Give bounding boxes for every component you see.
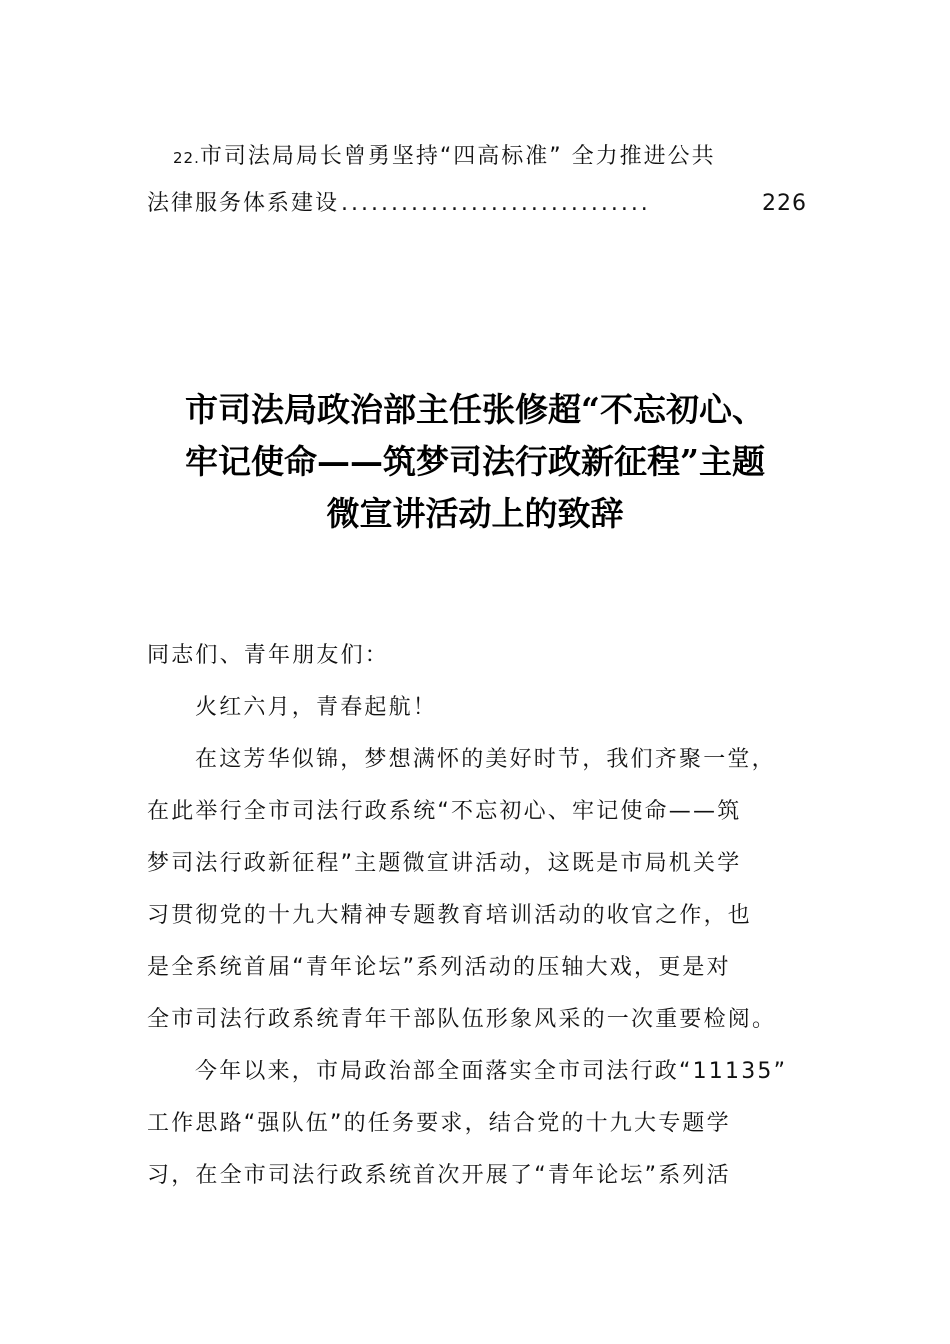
toc-entry-line2 bbox=[147, 181, 807, 227]
toc-entry-number: 22. bbox=[173, 149, 200, 167]
paragraph-line: 火红六月，青春起航！ bbox=[195, 695, 438, 720]
article-title bbox=[120, 384, 830, 540]
article-title-line2: 牢记使命——筑梦司法行政新征程”主题 bbox=[185, 442, 765, 481]
paragraph-line: 在这芳华似锦，梦想满怀的美好时节，我们齐聚一堂， bbox=[195, 747, 776, 772]
paragraph-line: 梦司法行政新征程”主题微宣讲活动，这既是市局机关学 bbox=[147, 851, 742, 876]
paragraph-line: 今年以来，市局政治部全面落实全市司法行政“11135” bbox=[195, 1059, 788, 1084]
toc-entry-line1 bbox=[147, 134, 807, 181]
toc-entry-title-part2: 法律服务体系建设 bbox=[147, 191, 340, 216]
paragraph-line: 习贯彻党的十九大精神专题教育培训活动的收官之作，也 bbox=[147, 903, 753, 928]
toc-page-number: 226 bbox=[762, 191, 807, 216]
toc-entry-title-part1: 市司法局局长曾勇坚持“四高标准” 全力推进公共 bbox=[199, 144, 716, 169]
paragraph-line: 全市司法行政系统青年干部队伍形象风采的一次重要检阅。 bbox=[147, 1007, 777, 1032]
paragraph-line: 是全系统首届“青年论坛”系列活动的压轴大戏，更是对 bbox=[147, 955, 731, 980]
paragraph-line: 习，在全市司法行政系统首次开展了“青年论坛”系列活 bbox=[147, 1163, 731, 1188]
salutation: 同志们、青年朋友们： bbox=[147, 643, 390, 668]
toc-dot-leader: ............................... bbox=[341, 191, 651, 216]
article-title-line3: 微宣讲活动上的致辞 bbox=[326, 494, 624, 533]
paragraph-line: 工作思路“强队伍”的任务要求，结合党的十九大专题学 bbox=[147, 1111, 731, 1136]
article-body bbox=[147, 630, 813, 1202]
article-title-line1: 市司法局政治部主任张修超“不忘初心、 bbox=[185, 390, 765, 429]
toc-entry[interactable] bbox=[147, 134, 807, 227]
paragraph-line: 在此举行全市司法行政系统“不忘初心、牢记使命——筑 bbox=[147, 799, 742, 824]
